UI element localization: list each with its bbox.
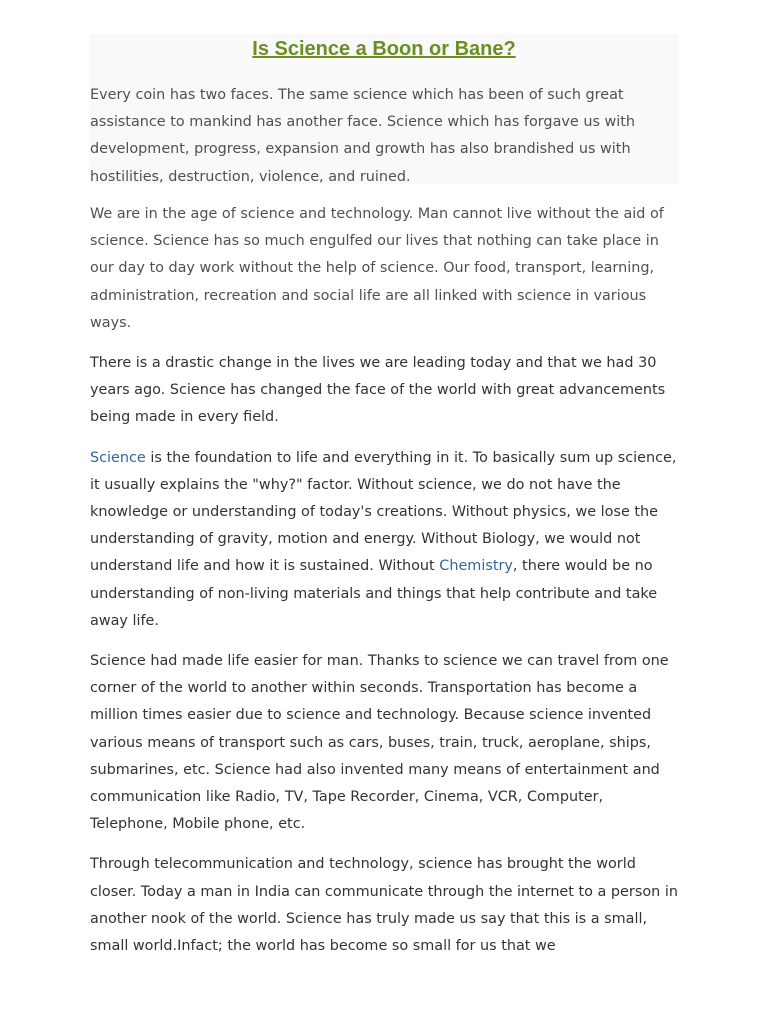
paragraph-telecommunication: Through telecommunication and technology, science has brought the world closer. Today a man in India can communicate through the internet to a person in another nook of the world. Science has truly made us say that this is a small, small world.Infact; the world has become so small for us that we (90, 856, 678, 955)
article (90, 34, 678, 960)
intro-paragraph: Every coin has two faces. The same science which has been of such great assistance to mankind has another face. Science which has forgave us with development, progress, expansion and growth has also brandished us with hostilities, destruction, violence, and ruined. (90, 87, 636, 185)
paragraph-life-easier: Science had made life easier for man. Thanks to science we can travel from one corner of the world to another within seconds. Transportation has become a million times easier due to science and technology. Because science invented various means of transport such as cars, buses, train, truck, aeroplane, ships, submarines, etc. Science had also invented many means of entertainment and communication like Radio, TV, Tape Recorder, Cinema, VCR, Computer, Telephone, Mobile phone, etc. (90, 653, 669, 833)
paragraph-foundation (90, 445, 678, 635)
science-link[interactable]: Science (90, 449, 146, 466)
paragraph-foundation-text-2: , there would be no understanding of non-living materials and things that help contribute and take away life. (90, 558, 658, 629)
paragraph-foundation-text-1: is the foundation to life and everything in it. To basically sum up science, it usually explains the "why?" factor. Without science, we do not have the knowledge or understanding of today's creations. Without physics, we lose the understanding of gravity, motion and energy. Without Biology, we would not understand life and how it is sustained. Without (90, 449, 677, 575)
intro-box (90, 34, 678, 184)
paragraph-drastic-change: There is a drastic change in the lives we are leading today and that we had 30 years ago. Science has changed the face of the world with great advancements being made in every field. (90, 355, 666, 426)
chemistry-link[interactable]: Chemistry (439, 558, 513, 575)
article-title: Is Science a Boon or Bane? (252, 38, 516, 60)
paragraph-age-of-science: We are in the age of science and technology. Man cannot live without the aid of science. Science has so much engulfed our lives that nothing can take place in our day to day work without the help of science. Our food, transport, learning, administration, recreation and social life are all linked with science in various ways. (90, 206, 664, 331)
